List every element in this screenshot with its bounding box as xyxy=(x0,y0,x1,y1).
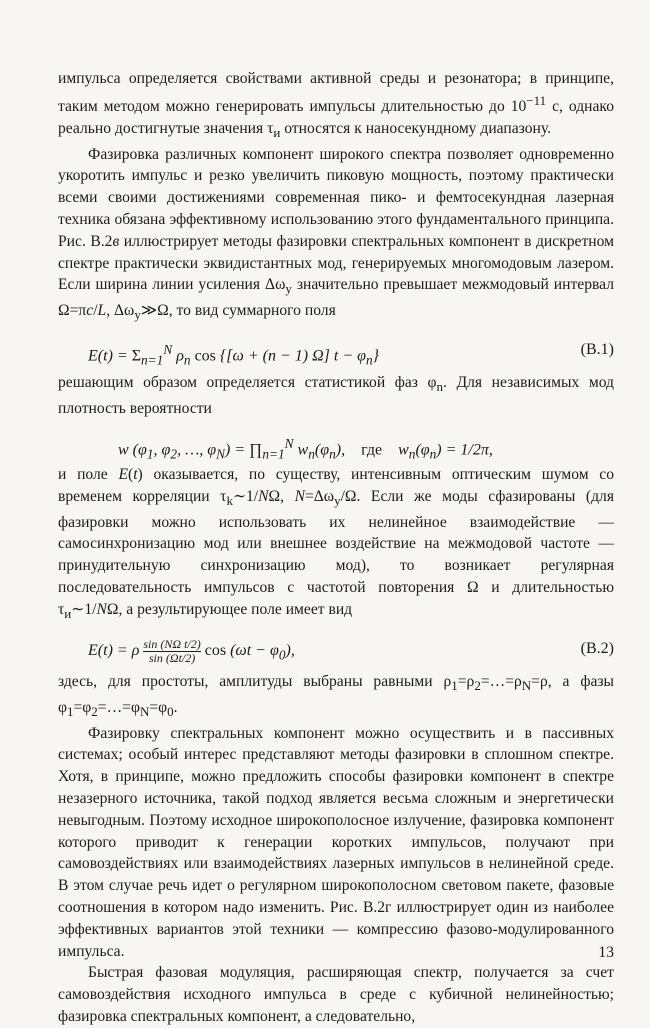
paragraph: импульса определяется свойствами активной среды и резонатора; в принципе, таким методом можно генерировать импульсы длительностью до $10^{-11}$ с, однако реально достигнутые значения $\tau_и$ относятся к наносекундному диапазону. xyxy=(58,70,614,140)
paragraph: решающим образом определяется статистикой фаз $\varphi_n$. Для независимых мод плотность вероятности xyxy=(58,374,614,418)
paragraph: Быстрая фазовая модуляция, расширяющая спектр, получается за счет самовоздействия исходного импульса в среде с кубичной нелинейностью; фазировка спектральных компонент, а следовательно, xyxy=(58,964,614,1025)
paragraph: Фазировку спектральных компонент можно осуществить и в пассивных системах; особый интерес представляют методы фазировки в сплошном спектре. Хотя, в принципе, можно предложить способы фазировки компонент в спектре незазерного источника, такой подход является весьма сложным и энергетически невыгодным. Поэтому исходное широкополосное излучение, фазировка компонент которого приводит к генерации коротких импульсов, получают при самовоздействиях или взаимодействиях лазерных импульсов в нелинейной среде. В этом случае речь идет о регулярном широкополосном световом пакете, фазовые соотношения в котором надо изменить. Рис. В.2г иллюстрирует один из наиболее эффективных вариантов этой техники — компрессию фазово-модулированного импульса. xyxy=(58,724,614,960)
equation-number: (В.1) xyxy=(580,341,614,359)
equation-number: (В.2) xyxy=(580,639,614,657)
equation-body: E(t) = ρ $\frac{\text{sin (NΩ t/2)}}{\sin (\Omega t/2)}$ $\cos (\omega t - \varphi_0)$, xyxy=(88,636,295,665)
equation-b1 xyxy=(58,328,614,370)
paragraph: Фазировка различных компонент широкого спектра позволяет одновременно укоротить импульс и резко увеличить пиковую мощность, поэтому практически всеми своими достижениями современная пико- и фемтосекундная лазерная техника обязана эффективному использованию этого фундаментального принципа. Рис. В.2в иллюстрирует методы фазировки спектральных компонент в дискретном спектре практически эквидистантных мод, генерируемых многомодовым лазером. Если ширина линии усиления $\Delta\omega_у$ значительно превышает межмодовый интервал Ω=πc/L, $\Delta\omega_у≫\Omega$, то вид суммарного поля xyxy=(58,145,615,323)
paragraph: здесь, для простоты, амплитуды выбраны равными $\rho_1=\rho_2=\dots=\rho_N=\rho$, а фазы $\varphi_1=\varphi_2=\dots=\varphi_N=\varphi_0$. xyxy=(58,672,615,719)
equation-b2 xyxy=(58,627,614,669)
paragraph: и поле E(t) оказывается, по существу, интенсивным оптическим шумом со временем корреляции $\tau_k\sim 1/N\Omega$, $N=\Delta\omega_у/\Omega$. Если же моды сфазированы (для фазировки можно использовать их нелинейное взаимодействие — самосинхронизацию мод или внешнее воздействие на межмодовой частоте — принудительную синхронизацию мод), то возникает регулярная последовательность импульсов с частотой повторения Ω и длительностью $\tau_и\sim 1/N\Omega$, а результирующее поле имеет вид xyxy=(58,465,615,621)
page-number: 13 xyxy=(598,944,614,961)
equation-body: w ($\varphi_1$, $\varphi_2$, …, $\varphi_N$) = $\prod_{n=1}^N$ $w_n(\varphi_n)$, где $w_n(\varphi_n) = 1/2\pi$, xyxy=(118,435,493,462)
page-body xyxy=(58,68,614,1028)
equation-probability xyxy=(58,422,614,462)
equation-body: $E(t) = \Sigma_{n=1}^N$ $\rho_n$ cos {[ω + (n − 1) Ω] $t - \varphi_n$} xyxy=(88,342,380,368)
